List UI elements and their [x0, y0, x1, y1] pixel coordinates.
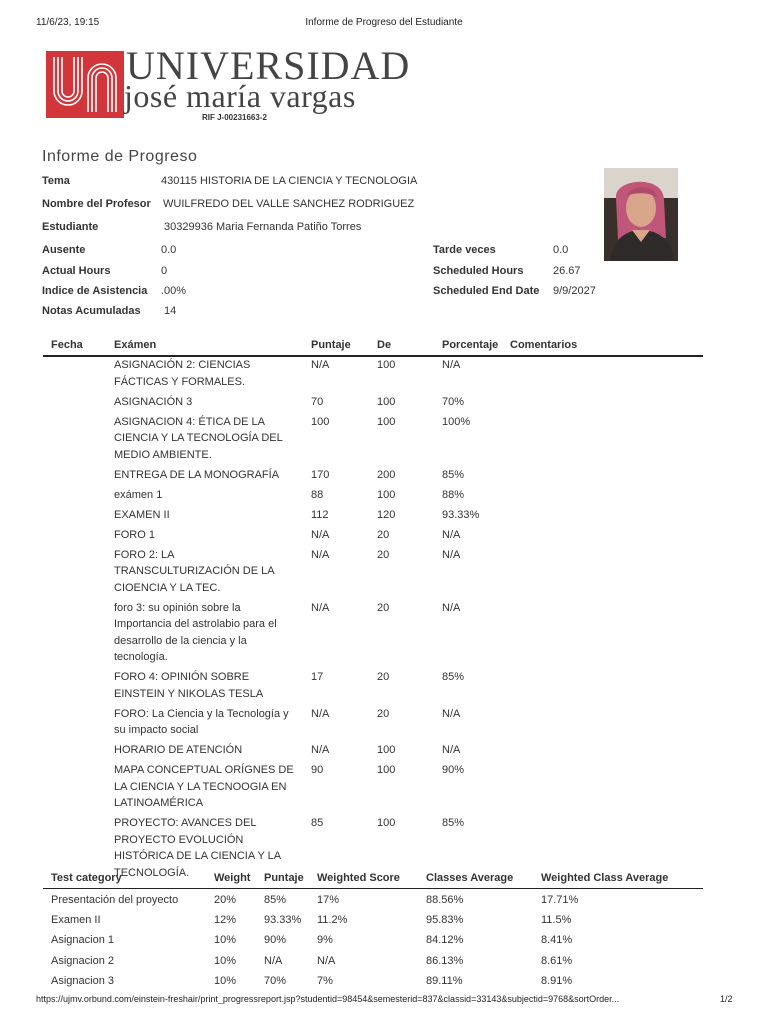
cat-puntaje: 90%: [264, 934, 287, 947]
exam-porcentaje: N/A: [442, 601, 461, 614]
exam-puntaje: N/A: [311, 744, 330, 756]
cat-weight: 20%: [214, 894, 237, 906]
exam-puntaje: 88: [311, 488, 324, 501]
exam-puntaje: 85: [311, 817, 324, 829]
cat-class-average: 86.13%: [426, 954, 464, 967]
cat-weight: 12%: [214, 914, 237, 927]
cat-weighted-score: N/A: [317, 954, 336, 967]
exam-name-line: HORARIO DE ATENCIÓN: [114, 744, 243, 756]
exam-porcentaje: 85%: [442, 671, 465, 683]
exam-name: [114, 394, 308, 411]
cat-col-classavg: Classes Average: [426, 872, 514, 884]
exam-de: 20: [377, 601, 390, 614]
exam-de: 20: [377, 548, 390, 561]
scheduled-hours-value: 26.67: [553, 265, 581, 277]
exams-col-fecha: Fecha: [51, 339, 83, 351]
exam-name: [114, 600, 308, 666]
exam-name: [114, 507, 308, 524]
cat-category: Asignacion 2: [51, 954, 114, 967]
print-url: https://ujmv.orbund.com/einstein-freshair/print_progressreport.jsp?studentid=98454&semesterid=837&classid=33143&subjectid=9768&sortOrder...: [36, 994, 620, 1004]
exams-col-puntaje: Puntaje: [311, 339, 351, 351]
exam-porcentaje: N/A: [442, 528, 461, 541]
exam-porcentaje: 100%: [442, 415, 471, 428]
exam-name-line: ASIGNACIÓN 3: [114, 395, 193, 408]
exam-name-line: TRANSCULTURIZACIÓN DE LA: [114, 565, 275, 577]
exam-name-line: FORO 2: LA: [114, 548, 175, 561]
cat-col-wclassavg: Weighted Class Average: [541, 872, 669, 884]
exam-de: 100: [377, 817, 396, 829]
cat-category: Asignacion 1: [51, 934, 114, 947]
exam-name: [114, 742, 308, 759]
exams-col-examen: Exámen: [114, 339, 157, 351]
exam-name-line: FÁCTICAS Y FORMALES.: [114, 375, 246, 388]
tarde-value: 0.0: [553, 244, 569, 256]
exam-porcentaje: 70%: [442, 395, 465, 408]
cat-col-category: Test category: [51, 872, 122, 884]
ausente-value: 0.0: [161, 244, 177, 256]
exam-puntaje: 90: [311, 764, 324, 776]
cat-category: Examen II: [51, 914, 101, 927]
exam-name-line: EXAMEN II: [114, 508, 170, 521]
exam-name-line: ASIGNACION 4: ÉTICA DE LA: [114, 415, 265, 428]
exam-porcentaje: 93.33%: [442, 508, 480, 521]
profesor-label: Nombre del Profesor: [42, 198, 151, 210]
exam-name: [114, 669, 308, 702]
profesor-value: WUILFREDO DEL VALLE SANCHEZ RODRIGUEZ: [163, 198, 415, 210]
cat-weighted-score: 17%: [317, 894, 340, 906]
exam-name: [114, 414, 308, 464]
exam-de: 100: [377, 359, 396, 371]
exam-porcentaje: 90%: [442, 764, 465, 776]
exam-de: 20: [377, 671, 390, 683]
exams-col-de: De: [377, 339, 392, 351]
estudiante-label: Estudiante: [42, 221, 99, 233]
exam-de: 120: [377, 508, 396, 521]
cat-class-average: 95.83%: [426, 914, 464, 927]
exam-name-line: CIOENCIA Y LA TEC.: [114, 581, 221, 594]
exam-de: 100: [377, 764, 396, 776]
exam-name-line: FORO 1: [114, 528, 155, 541]
exams-col-comentarios: Comentarios: [510, 339, 578, 351]
logo-wordmark-jose-maria-vargas: josé maría vargas: [124, 78, 356, 114]
exam-porcentaje: N/A: [442, 744, 461, 756]
exam-name: [114, 547, 308, 597]
cat-weighted-score: 11.2%: [317, 914, 348, 927]
tema-value: 430115 HISTORIA DE LA CIENCIA Y TECNOLOGIA: [161, 175, 418, 187]
scheduled-hours-label: Scheduled Hours: [433, 265, 524, 277]
cat-weighted-score: 7%: [317, 974, 333, 987]
exam-name-line: EINSTEIN Y NIKOLAS TESLA: [114, 687, 264, 700]
cat-puntaje: 93.33%: [264, 914, 302, 927]
exam-porcentaje: 88%: [442, 488, 465, 501]
exam-name: [114, 527, 308, 544]
exam-puntaje: 100: [311, 415, 330, 428]
exam-de: 100: [377, 744, 396, 756]
exams-col-porcentaje: Porcentaje: [442, 339, 499, 351]
university-logo-mark: [46, 51, 124, 118]
indice-value: .00%: [161, 285, 187, 297]
exam-de: 20: [377, 528, 390, 541]
print-page-number: 1/2: [720, 994, 733, 1004]
exam-name-line: FORO 4: OPINIÓN SOBRE: [114, 671, 250, 683]
cat-weighted-class-average: 8.61%: [541, 954, 573, 967]
tarde-label: Tarde veces: [433, 244, 496, 256]
print-datetime: 11/6/23, 19:15: [36, 17, 100, 28]
exam-puntaje: 70: [311, 395, 324, 408]
exam-name: [114, 467, 308, 484]
cat-puntaje: 85%: [264, 894, 287, 906]
exam-puntaje: 17: [311, 671, 324, 683]
exam-name-line: MAPA CONCEPTUAL ORÍGNES DE: [114, 764, 294, 776]
cat-category: Presentación del proyecto: [51, 894, 179, 906]
cat-col-weighted: Weighted Score: [317, 872, 400, 884]
cat-weight: 10%: [214, 934, 237, 947]
exam-puntaje: N/A: [311, 601, 330, 614]
notas-value: 14: [164, 305, 177, 317]
exam-name-line: TECNOLOGÍA.: [114, 866, 190, 879]
exam-name-line: ASIGNACIÓN 2: CIENCIAS: [114, 359, 251, 371]
exam-de: 20: [377, 707, 390, 720]
exam-name-line: Importancia del astrolabio para el: [114, 618, 277, 630]
exam-puntaje: 170: [311, 468, 330, 481]
actual-hours-label: Actual Hours: [42, 265, 111, 277]
exam-de: 100: [377, 488, 396, 501]
exam-name-line: su impacto social: [114, 724, 199, 736]
exam-puntaje: N/A: [311, 548, 330, 561]
exam-name-line: PROYECTO EVOLUCIÓN: [114, 833, 244, 846]
cat-puntaje: N/A: [264, 954, 283, 967]
cat-weight: 10%: [214, 974, 237, 987]
cat-weight: 10%: [214, 954, 237, 967]
exam-name-line: tecnología.: [114, 651, 168, 663]
exam-puntaje: 112: [311, 508, 329, 521]
exam-puntaje: N/A: [311, 359, 330, 371]
exam-puntaje: N/A: [311, 707, 330, 720]
exam-name: [114, 357, 308, 390]
cat-header-rule: [43, 888, 703, 889]
exam-name-line: foro 3: su opinión sobre la: [114, 601, 241, 614]
exam-name-line: exámen 1: [114, 488, 163, 501]
exam-porcentaje: 85%: [442, 817, 465, 829]
cat-col-weight: Weight: [214, 872, 251, 884]
cat-weighted-class-average: 17.71%: [541, 894, 579, 906]
ausente-label: Ausente: [42, 244, 86, 256]
exam-name-line: LATINOAMÉRICA: [114, 797, 204, 809]
exam-name-line: HISTÓRICA DE LA CIENCIA Y LA: [114, 850, 282, 862]
cat-weighted-class-average: 11.5%: [541, 914, 572, 927]
exam-porcentaje: 85%: [442, 468, 465, 481]
cat-col-puntaje: Puntaje: [264, 872, 304, 884]
exam-name-line: MEDIO AMBIENTE.: [114, 448, 212, 461]
exam-name: [114, 706, 308, 739]
indice-label: Indice de Asistencia: [42, 285, 148, 297]
cat-weighted-class-average: 8.91%: [541, 974, 573, 987]
print-title: Informe de Progreso del Estudiante: [305, 17, 463, 28]
exam-de: 200: [377, 468, 396, 481]
cat-puntaje: 70%: [264, 974, 287, 987]
cat-class-average: 88.56%: [426, 894, 464, 906]
student-photo: [604, 168, 678, 261]
end-date-value: 9/9/2027: [553, 285, 596, 297]
exam-name-line: FORO: La Ciencia y la Tecnología y: [114, 707, 289, 720]
exam-name: [114, 487, 308, 504]
estudiante-value: 30329936 Maria Fernanda Patiño Torres: [164, 221, 362, 233]
exam-name-line: desarrollo de la ciencia y la: [114, 634, 247, 647]
logo-wordmark-universidad: UNIVERSIDAD: [126, 43, 411, 88]
cat-weighted-class-average: 8.41%: [541, 934, 573, 947]
cat-class-average: 84.12%: [426, 934, 464, 947]
exam-name: [114, 762, 308, 812]
exam-porcentaje: N/A: [442, 359, 461, 371]
exam-name-line: LA CIENCIA Y LA TECNOOGIA EN: [114, 780, 287, 793]
logo-rif: RIF J-00231663-2: [202, 113, 267, 122]
end-date-label: Scheduled End Date: [433, 285, 540, 297]
exam-name-line: PROYECTO: AVANCES DEL: [114, 817, 257, 829]
exam-porcentaje: N/A: [442, 707, 461, 720]
exam-de: 100: [377, 395, 396, 408]
exam-de: 100: [377, 415, 396, 428]
cat-category: Asignacion 3: [51, 974, 114, 987]
page-title: Informe de Progreso: [42, 148, 198, 165]
actual-hours-value: 0: [161, 265, 168, 277]
exam-name-line: CIENCIA Y LA TECNOLOGÍA DEL: [114, 432, 283, 444]
cat-weighted-score: 9%: [317, 934, 333, 947]
cat-class-average: 89.11%: [426, 974, 463, 987]
exam-name-line: ENTREGA DE LA MONOGRAFÍA: [114, 468, 280, 481]
notas-label: Notas Acumuladas: [42, 305, 141, 317]
exam-puntaje: N/A: [311, 528, 330, 541]
tema-label: Tema: [42, 175, 70, 187]
exam-porcentaje: N/A: [442, 548, 461, 561]
